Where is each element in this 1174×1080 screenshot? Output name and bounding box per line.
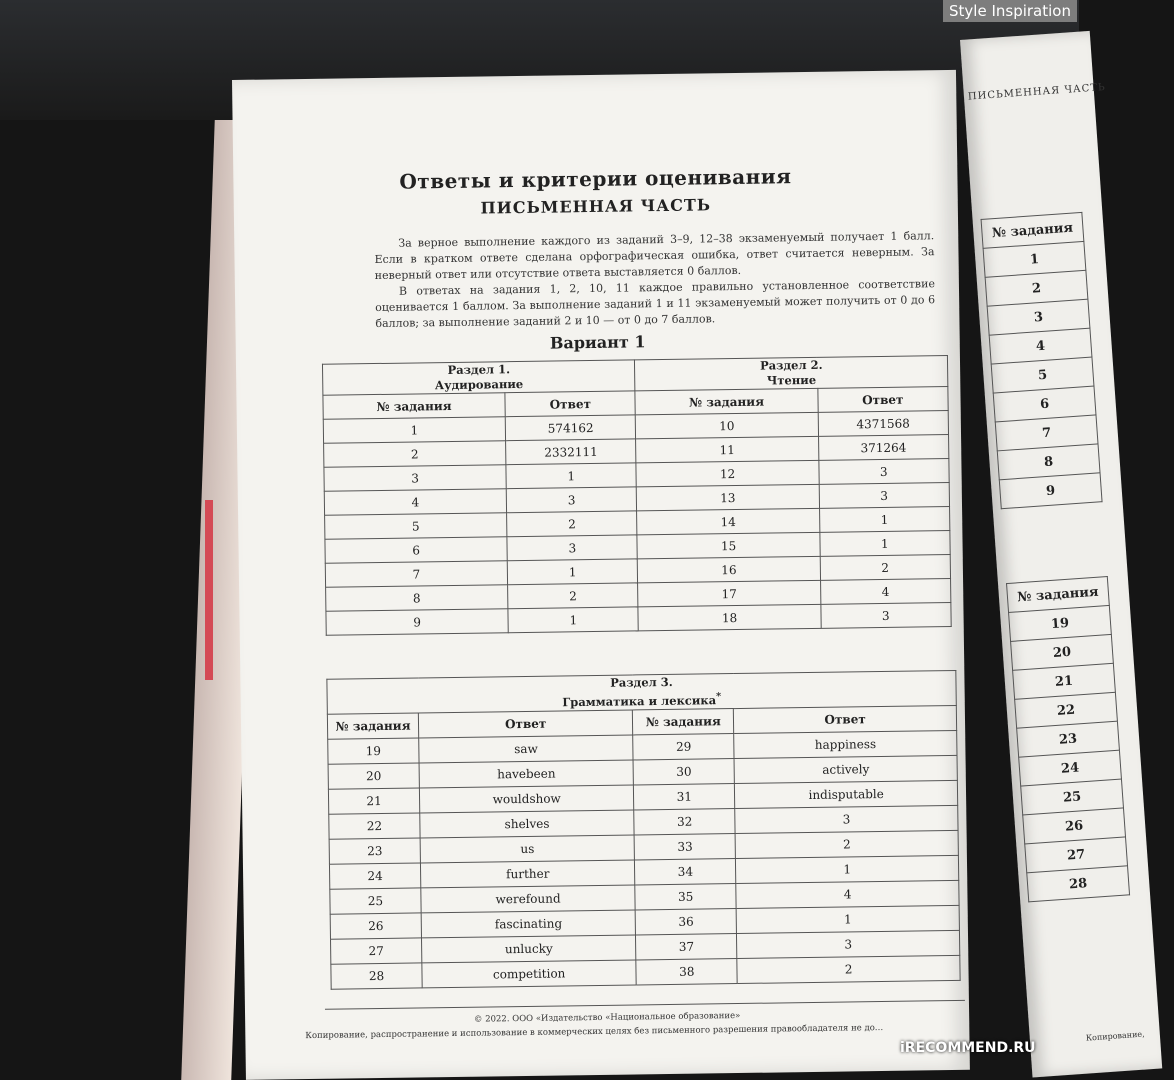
copyright-line: © 2022. ООО «Издательство «Национальное образование»: [473, 1010, 741, 1025]
task-number-cell: 22: [329, 813, 420, 839]
section-1-number: Раздел 1.: [447, 362, 511, 378]
task-number-cell: 6: [993, 386, 1096, 422]
right-table-a: [981, 212, 1103, 509]
task-number-cell: 23: [1017, 721, 1120, 757]
answer-cell: 1: [508, 607, 639, 633]
right-table-b-body: [1007, 577, 1130, 902]
table-row: [999, 473, 1102, 509]
answers-table-sections-1-2: [322, 355, 952, 636]
task-number-cell: 6: [325, 537, 507, 564]
task-number-cell: 28: [331, 963, 422, 989]
answer-cell: 3: [507, 535, 638, 561]
right-page-copyright: Копирование,: [1085, 1029, 1145, 1043]
column-header-answer: Ответ: [817, 387, 948, 413]
task-number-cell: 25: [330, 888, 421, 914]
answer-cell: 4371568: [818, 411, 949, 437]
task-number-cell: 30: [633, 758, 734, 784]
answer-cell: 1: [736, 905, 959, 933]
task-number-cell: 26: [330, 913, 421, 939]
answer-cell: 1: [507, 559, 638, 585]
column-header-task: № задания: [633, 708, 734, 734]
cover-edge: [205, 500, 213, 680]
task-number-cell: 7: [325, 561, 507, 588]
column-header-answer: Ответ: [418, 710, 633, 738]
task-number-cell: 5: [991, 357, 1094, 393]
answer-cell: 1: [736, 855, 959, 883]
table-2-body: [328, 730, 960, 989]
answer-cell: 3: [819, 483, 950, 509]
watermark-label: Style Inspiration: [943, 0, 1077, 22]
task-number-cell: 14: [637, 508, 819, 535]
answer-cell: indisputable: [735, 780, 958, 808]
section-2-name: Чтение: [766, 372, 817, 388]
task-number-cell: 5: [325, 513, 507, 540]
column-header-answer: Ответ: [505, 391, 636, 417]
right-column-header-task: № задания: [1007, 577, 1110, 613]
section-1-header: [322, 360, 635, 395]
task-number-cell: 33: [634, 833, 735, 859]
task-number-cell: 9: [326, 609, 508, 636]
task-number-cell: 9: [999, 473, 1102, 509]
table-row: [1027, 866, 1130, 902]
answer-cell: unlucky: [421, 935, 636, 963]
task-number-cell: 29: [633, 733, 734, 759]
answer-cell: 2: [820, 555, 951, 581]
answer-cell: fascinating: [421, 910, 636, 938]
task-number-cell: 1: [983, 241, 1086, 277]
site-badge: iRECOMMEND.RU: [900, 1040, 1036, 1056]
section-2-number: Раздел 2.: [759, 357, 823, 373]
answer-cell: actively: [734, 755, 957, 783]
task-number-cell: 18: [638, 604, 820, 631]
answer-cell: shelves: [420, 810, 635, 838]
task-number-cell: 11: [636, 436, 818, 463]
task-number-cell: 4: [324, 489, 506, 516]
task-number-cell: 10: [636, 412, 818, 439]
task-number-cell: 38: [636, 958, 737, 984]
answer-cell: us: [420, 835, 635, 863]
task-number-cell: 37: [636, 933, 737, 959]
section-3-number: Раздел 3.: [610, 674, 673, 690]
task-number-cell: 3: [324, 465, 506, 492]
task-number-cell: 13: [637, 484, 819, 511]
answer-cell: happiness: [734, 730, 957, 758]
task-number-cell: 19: [1009, 605, 1112, 641]
task-number-cell: 21: [328, 788, 419, 814]
table-1-body: [323, 411, 951, 636]
answer-cell: 2: [737, 955, 960, 983]
task-number-cell: 15: [637, 532, 819, 559]
task-number-cell: 8: [997, 444, 1100, 480]
task-number-cell: 20: [328, 763, 419, 789]
task-number-cell: 1: [323, 417, 505, 444]
answer-cell: werefound: [421, 885, 636, 913]
right-table-b: [1006, 576, 1130, 902]
task-number-cell: 3: [987, 299, 1090, 335]
task-number-cell: 24: [1019, 750, 1122, 786]
answer-cell: 2: [735, 830, 958, 858]
answer-cell: 3: [506, 487, 637, 513]
task-number-cell: 28: [1027, 866, 1130, 902]
column-header-task: № задания: [327, 713, 418, 739]
task-number-cell: 32: [634, 808, 735, 834]
answer-cell: 1: [819, 531, 950, 557]
answer-cell: 371264: [818, 435, 949, 461]
answer-cell: 1: [506, 463, 637, 489]
column-header-answer: Ответ: [734, 705, 957, 733]
task-number-cell: 19: [328, 738, 419, 764]
task-number-cell: 26: [1023, 808, 1126, 844]
task-number-cell: 4: [989, 328, 1092, 364]
task-number-cell: 16: [638, 556, 820, 583]
answer-cell: saw: [419, 735, 634, 763]
answer-cell: 4: [820, 579, 951, 605]
task-number-cell: 2: [985, 270, 1088, 306]
section-1-name: Аудирование: [434, 376, 524, 393]
task-number-cell: 7: [995, 415, 1098, 451]
footnote-mark: *: [715, 691, 722, 703]
variant-heading: Вариант 1: [549, 332, 646, 353]
task-number-cell: 27: [331, 938, 422, 964]
answer-cell: 3: [737, 930, 960, 958]
answer-cell: 1: [819, 507, 950, 533]
answer-cell: wouldshow: [419, 785, 634, 813]
answer-cell: havebeen: [419, 760, 634, 788]
copyright-notice: Копирование, распространение и использование в коммерческих целях без письменного разрешения правообладателя не до…: [305, 1022, 884, 1042]
task-number-cell: 27: [1025, 837, 1128, 873]
page-subtitle: ПИСЬМЕННАЯ ЧАСТЬ: [480, 195, 712, 218]
task-number-cell: 20: [1011, 634, 1114, 670]
task-number-cell: 24: [329, 863, 420, 889]
column-header-task: № задания: [635, 388, 817, 415]
answer-cell: competition: [422, 960, 637, 988]
answer-cell: 3: [818, 459, 949, 485]
answer-cell: 574162: [505, 415, 636, 441]
column-header-task: № задания: [323, 393, 505, 420]
intro-paragraph-1: За верное выполнение каждого из заданий 3–9, 12–38 экзаменуемый получает 1 балл. Если в кратком ответе сделана орфографическая ошибка, ответ считается неверным. За неверный ответ или отсутствие ответа выставляется 0 баллов.: [374, 229, 935, 283]
book-page-right: [960, 31, 1162, 1078]
task-number-cell: 17: [638, 580, 820, 607]
intro-paragraph-2: В ответах на задания 1, 2, 10, 11 каждое правильно установленное соответствие оценивается 1 баллом. За выполнение заданий 1 и 11 экзаменуемый может получить от 0 до 6 баллов; за выполнение заданий 2 и 10 — от 0 до 7 баллов.: [375, 277, 936, 331]
task-number-cell: 23: [329, 838, 420, 864]
right-page-header: ПИСЬМЕННАЯ ЧАСТЬ: [967, 81, 1107, 103]
task-number-cell: 2: [324, 441, 506, 468]
task-number-cell: 22: [1015, 692, 1118, 728]
section-3-name: Грамматика и лексика: [562, 693, 717, 710]
task-number-cell: 36: [635, 908, 736, 934]
section-2-header: [635, 356, 948, 391]
answer-cell: 2332111: [506, 439, 637, 465]
answer-cell: 2: [508, 583, 639, 609]
answer-cell: 4: [736, 880, 959, 908]
answer-cell: 2: [507, 511, 638, 537]
answer-cell: 3: [820, 603, 951, 629]
task-number-cell: 21: [1013, 663, 1116, 699]
right-table-a-body: [981, 212, 1102, 508]
task-number-cell: 25: [1021, 779, 1124, 815]
task-number-cell: 8: [326, 585, 508, 612]
book-page-left: [232, 70, 970, 1080]
answers-table-section-3: [326, 670, 960, 990]
answer-cell: 3: [735, 805, 958, 833]
task-number-cell: 12: [636, 460, 818, 487]
task-number-cell: 31: [634, 783, 735, 809]
page-title: Ответы и критерии оценивания: [399, 164, 792, 194]
answer-cell: further: [420, 860, 635, 888]
right-column-header-task: № задания: [981, 212, 1084, 248]
task-number-cell: 34: [635, 858, 736, 884]
task-number-cell: 35: [635, 883, 736, 909]
